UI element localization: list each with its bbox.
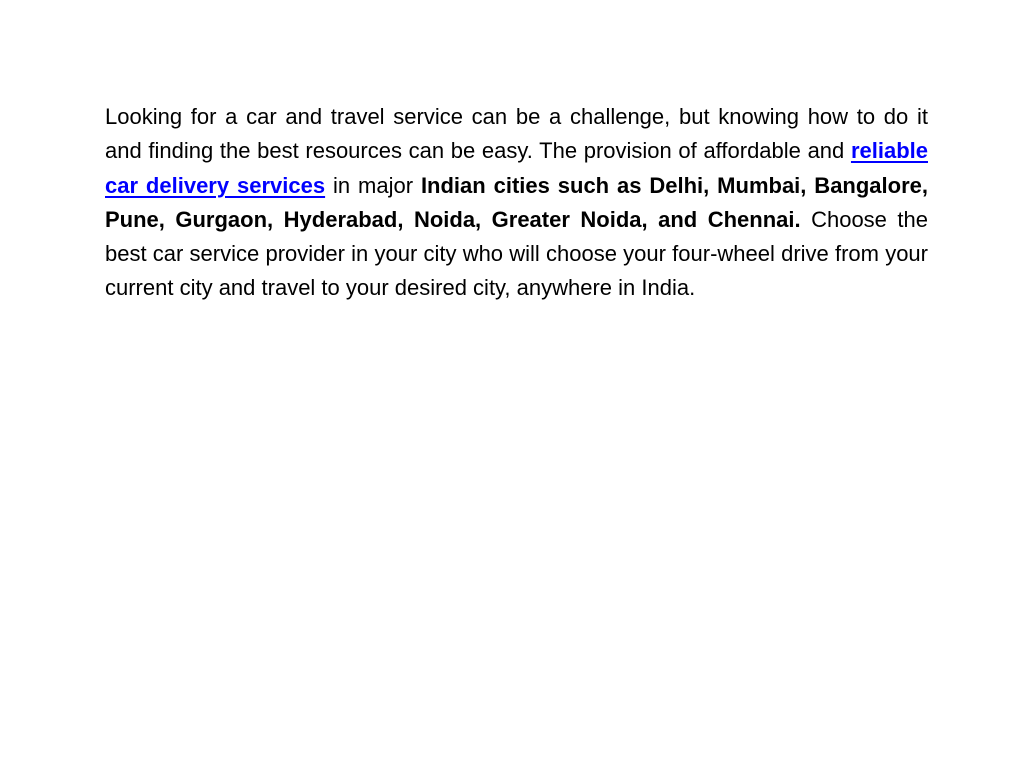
car-delivery-services-link[interactable]: reliable car delivery services <box>105 138 928 198</box>
bold-cities-text: Indian cities such as Delhi, Mumbai, Bangalore, Pune, Gurgaon, Hyderabad, Noida, Greater Noida, and Chennai. <box>105 172 929 232</box>
paragraph-text-middle: in major <box>325 172 421 198</box>
paragraph-text-end: Choose the best car service provider in your city who will choose your four-wheel drive from your current city and travel to your desired city, anywhere in India. <box>105 206 928 301</box>
body-paragraph <box>105 100 928 306</box>
paragraph-text-intro: Looking for a car and travel service can be a challenge, but knowing how to do it and finding the best resources can be easy. The provision of affordable and <box>105 104 928 164</box>
